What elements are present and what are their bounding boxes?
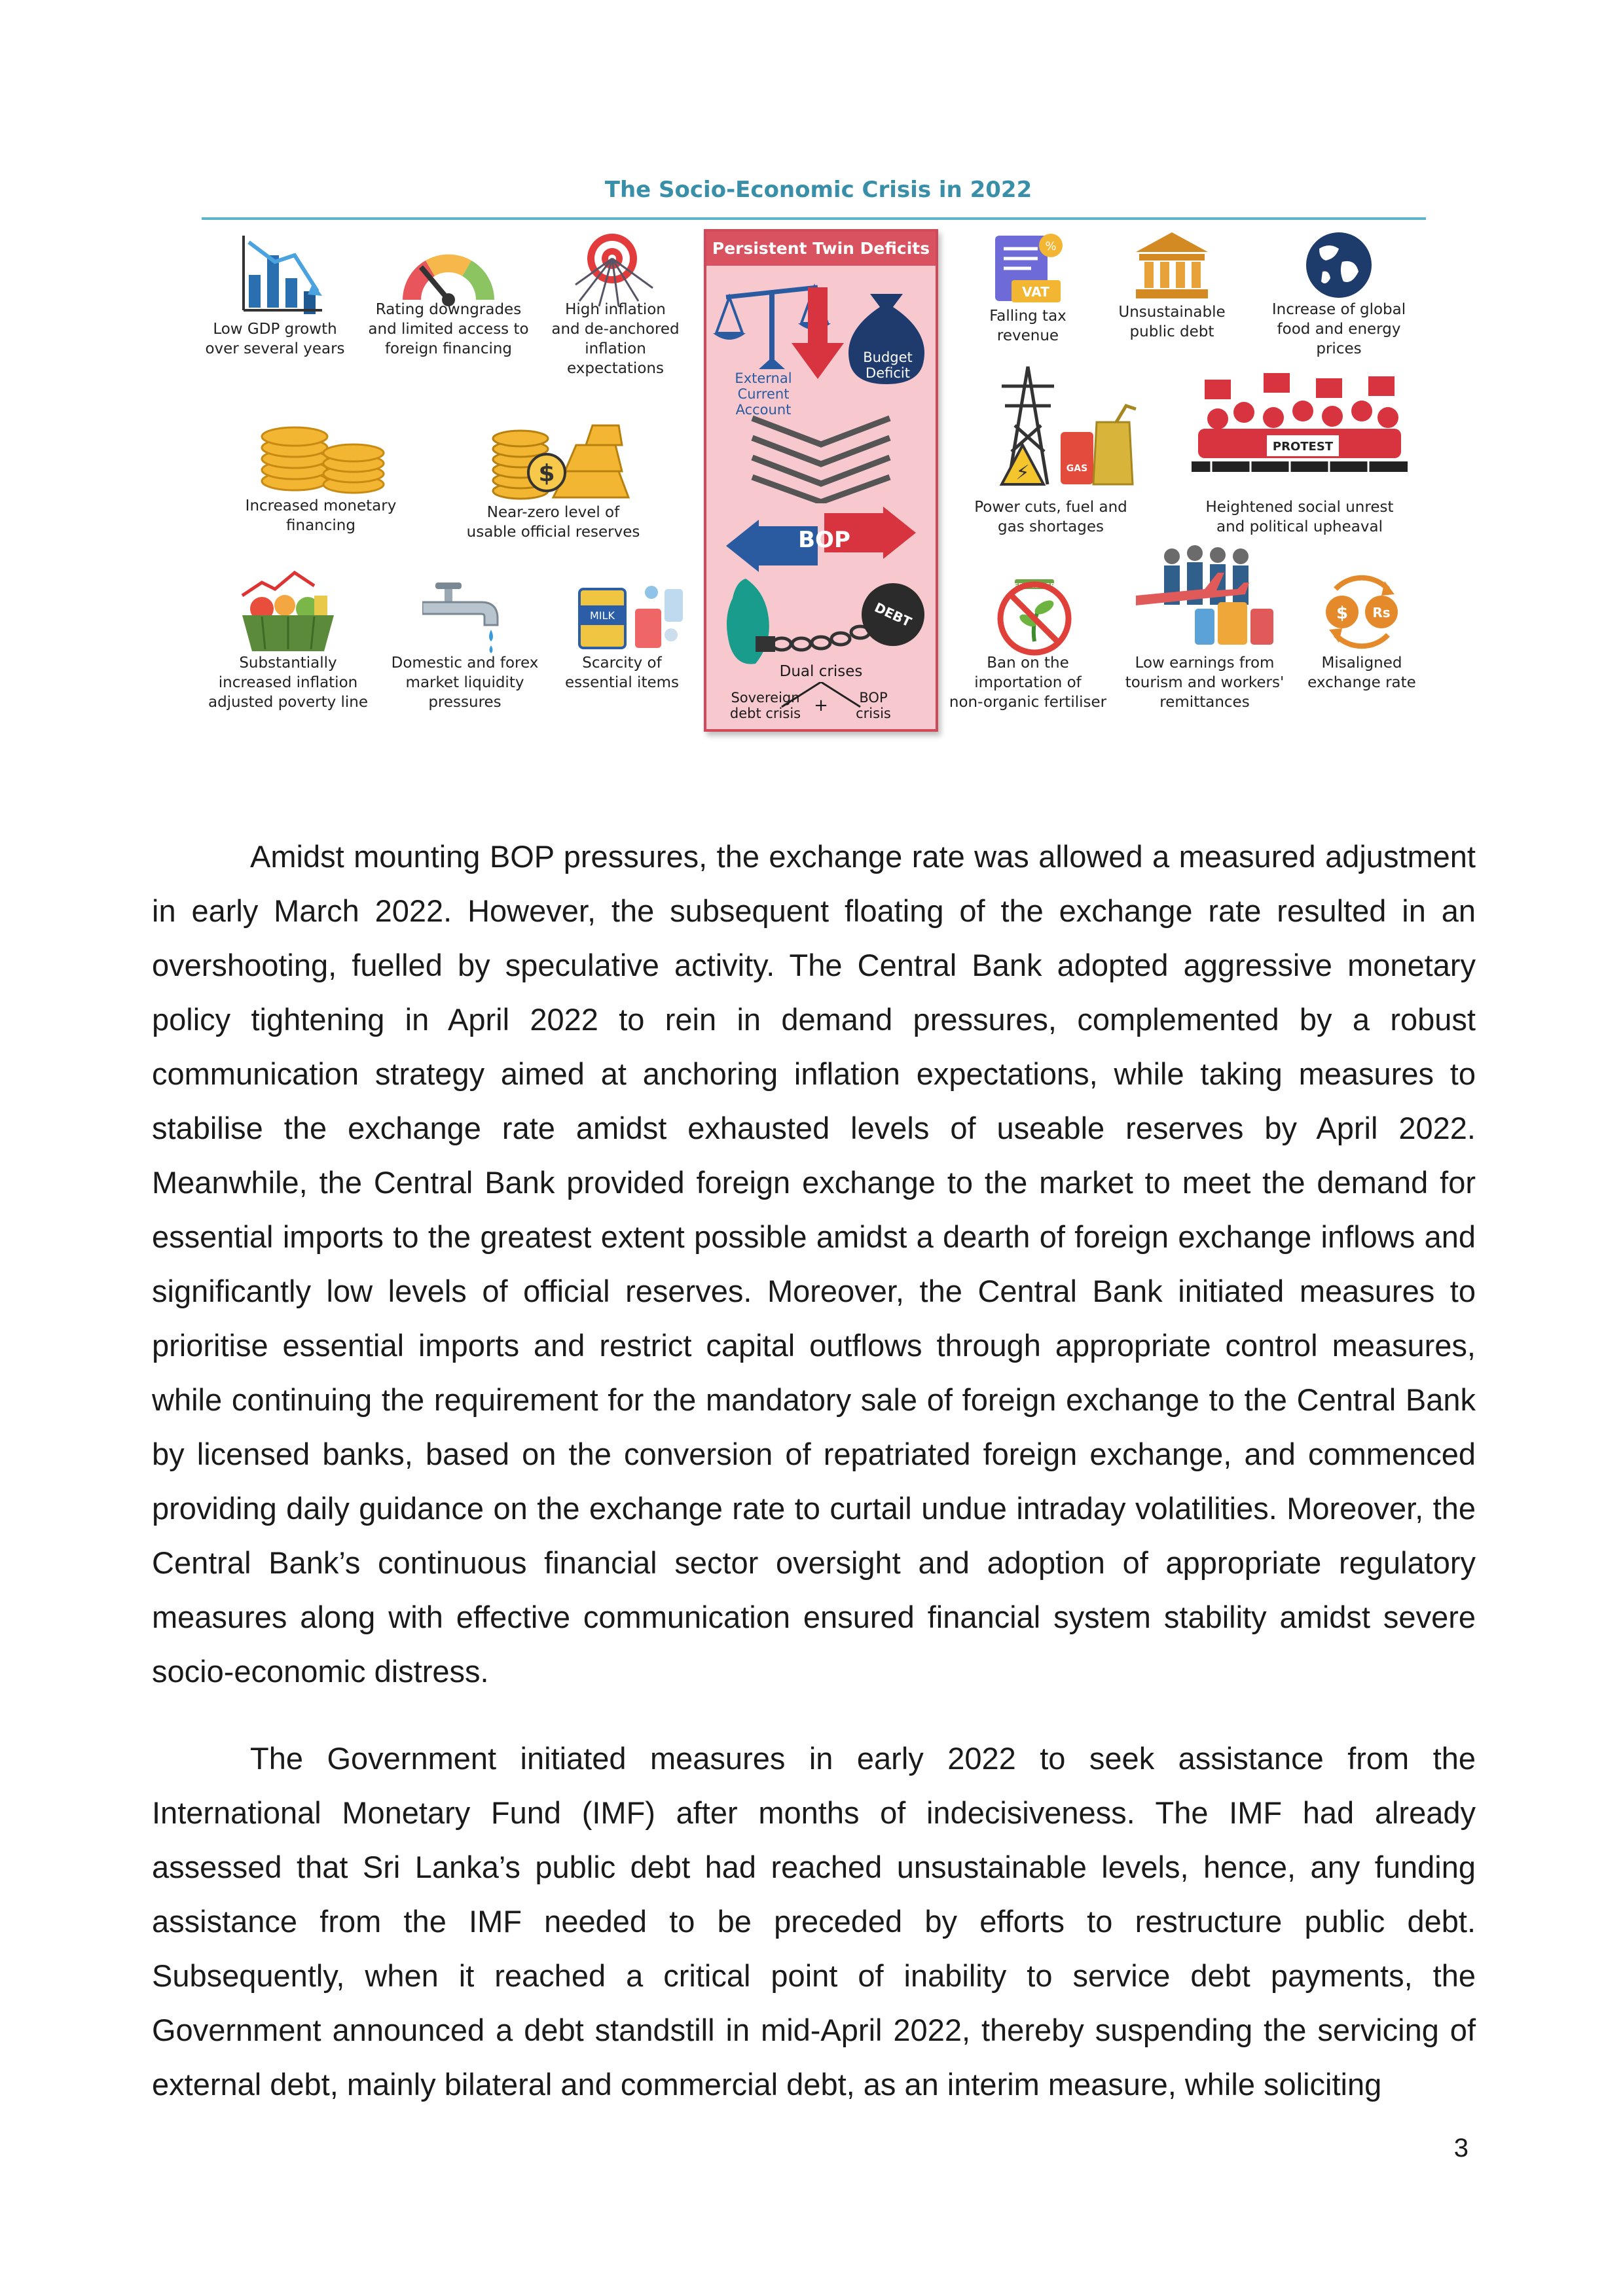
caption-fertiliser-ban: Ban on the importation of non-organic fertiliser	[949, 655, 1107, 711]
budget-deficit-label: Budget Deficit	[863, 350, 913, 381]
dollar-badge: $	[1336, 603, 1349, 623]
declining-bar-chart-icon	[236, 229, 327, 321]
item-tourism-remittances	[1113, 543, 1296, 720]
item-liquidity-pressures	[383, 569, 547, 720]
item-power-fuel-gas	[962, 360, 1139, 543]
chevron-stack-icon	[746, 412, 896, 503]
vat-form-icon	[985, 229, 1070, 308]
paragraph-1-text: Amidst mounting BOP pressures, the exchange rate was allowed a measured adjustment in early March 2022. However, the subsequent floating of the exchange rate resulted in an overshooting, fuelled by speculative activity. The Central Bank adopted aggressive monetary policy tightening in April 2022 to rein in demand pressures, complemented by a robust communication strategy aimed at anchoring inflation expectations, while taking measures to stabilise the exchange rate amidst exhausted levels of useable reserves by April 2022. Meanwhile, the Central Bank provided foreign exchange to the market to meet the demand for essential imports to the greatest extent possible amidst a dearth of foreign exchange inflows and significantly low levels of official reserves. Moreover, the Central Bank initiated measures to prioritise essential imports and restrict capital outflows through appropriate control measures, while continuing the requirement for the mandatory sale of foreign exchange to the Central Bank by licensed banks, based on the conversion of repatriated foreign exchange, and commenced providing daily guidance on the exchange rate to curtail undue intraday volatilities. Moreover, the Central Bank’s continuous financial sector oversight and adoption of appropriate regulatory measures along with effective communication ensured financial system stability amidst severe socio-economic distress.	[152, 839, 1476, 1689]
rupee-badge: Rs	[1372, 605, 1391, 620]
paragraph-imf-assistance	[152, 1731, 1476, 2111]
caption-social-unrest: Heightened social unrest and political upheaval	[1205, 499, 1394, 535]
persistent-twin-deficits-panel	[704, 229, 938, 732]
caption-tourism-remittances: Low earnings from tourism and workers' remittances	[1125, 655, 1285, 711]
caption-near-zero-reserves: Near-zero level of usable official reserves	[466, 504, 640, 541]
item-low-gdp-growth	[196, 229, 354, 357]
caption-unsustainable-public-debt: Unsustainable public debt	[1118, 304, 1226, 340]
vat-badge: VAT	[1022, 284, 1049, 300]
no-fertiliser-icon	[989, 569, 1080, 661]
protest-crowd-icon	[1192, 373, 1408, 484]
svg-text:%: %	[1045, 240, 1057, 253]
caption-poverty-line: Substantially increased inflation adjusted poverty line	[208, 655, 369, 711]
milk-powder-pills-icon	[573, 576, 684, 655]
gold-bars-coins-icon	[488, 419, 632, 504]
page-number: 3	[1453, 2134, 1468, 2162]
paragraph-2-text: The Government initiated measures in early 2022 to seek assistance from the International Monetary Fund (IMF) after months of indecisiveness. The IMF had already assessed that Sri Lanka’s public debt had reached unsustainable levels, hence, any funding assistance from the IMF needed to be preceded by efforts to restructure public debt. Subsequently, when it reached a critical point of inability to service debt payments, the Government announced a debt standstill in mid-April 2022, thereby suspending the servicing of external debt, mainly bilateral and commercial debt, as an interim measure, while soliciting	[152, 1741, 1476, 2102]
caption-misaligned-exchange-rate: Misaligned exchange rate	[1307, 655, 1416, 691]
fertiliser-badge: FERTILISER	[1013, 583, 1055, 590]
caption-high-inflation: High inflation and de-anchored inflation expectations	[551, 301, 680, 377]
speedometer-gauge-icon	[396, 234, 501, 306]
coin-stacks-icon	[259, 419, 390, 497]
svg-text:⚡: ⚡	[1015, 461, 1030, 484]
title-rule	[202, 217, 1426, 220]
item-high-inflation	[540, 229, 691, 377]
globe-icon	[1303, 229, 1375, 301]
bop-label: BOP	[798, 527, 850, 553]
item-misaligned-exchange-rate	[1296, 569, 1427, 713]
item-poverty-line	[203, 569, 373, 720]
bop-crisis-label: BOP crisis	[856, 690, 891, 721]
currency-exchange-icon	[1319, 569, 1404, 655]
paragraph-exchange-rate	[152, 829, 1476, 1698]
item-increased-monetary-financing	[232, 419, 409, 537]
caption-low-gdp-growth: Low GDP growth over several years	[205, 321, 345, 357]
power-pylon-fuel-icon	[982, 360, 1139, 491]
external-current-account-label: External Current Account	[735, 370, 792, 418]
panel-heading: Persistent Twin Deficits	[706, 232, 936, 266]
caption-liquidity-pressures: Domestic and forex market liquidity pressures	[391, 655, 539, 711]
plus-sign: +	[814, 696, 828, 715]
dripping-tap-icon	[422, 576, 507, 655]
caption-falling-tax-revenue: Falling tax revenue	[989, 308, 1067, 344]
sri-lanka-ball-chain-icon	[720, 572, 929, 670]
dual-crises-label: Dual crises	[779, 663, 863, 680]
caption-power-fuel-gas: Power cuts, fuel and gas shortages	[974, 499, 1127, 535]
item-falling-tax-revenue	[962, 229, 1093, 353]
debt-label: DEBT	[872, 599, 914, 630]
item-scarcity	[553, 569, 691, 700]
bank-building-icon	[1133, 229, 1211, 301]
tourists-plane-luggage-icon	[1133, 543, 1277, 648]
item-rating-downgrades	[360, 229, 537, 357]
caption-increased-monetary-financing: Increased monetary financing	[245, 497, 397, 534]
item-unsustainable-public-debt	[1100, 229, 1244, 353]
caption-global-prices: Increase of global food and energy prices	[1271, 301, 1406, 357]
svg-text:$: $	[538, 460, 555, 487]
socio-economic-crisis-infographic	[196, 177, 1440, 740]
svg-text:MILK: MILK	[590, 609, 615, 622]
sovereign-debt-crisis-label: Sovereign debt crisis	[729, 690, 801, 721]
caption-rating-downgrades: Rating downgrades and limited access to foreign financing	[368, 301, 529, 357]
bop-arrows-icon	[726, 507, 916, 579]
down-arrow-icon	[792, 287, 844, 379]
item-near-zero-reserves	[448, 419, 658, 543]
grocery-basket-icon	[236, 569, 340, 655]
item-global-prices	[1250, 229, 1427, 373]
infographic-title: The Socio-Economic Crisis in 2022	[604, 177, 1032, 203]
protest-badge: PROTEST	[1272, 440, 1334, 454]
gas-badge: GAS	[1066, 463, 1088, 474]
item-fertiliser-ban	[943, 569, 1113, 720]
target-arrows-icon	[573, 229, 658, 308]
caption-scarcity: Scarcity of essential items	[565, 655, 679, 691]
item-social-unrest	[1178, 373, 1421, 543]
